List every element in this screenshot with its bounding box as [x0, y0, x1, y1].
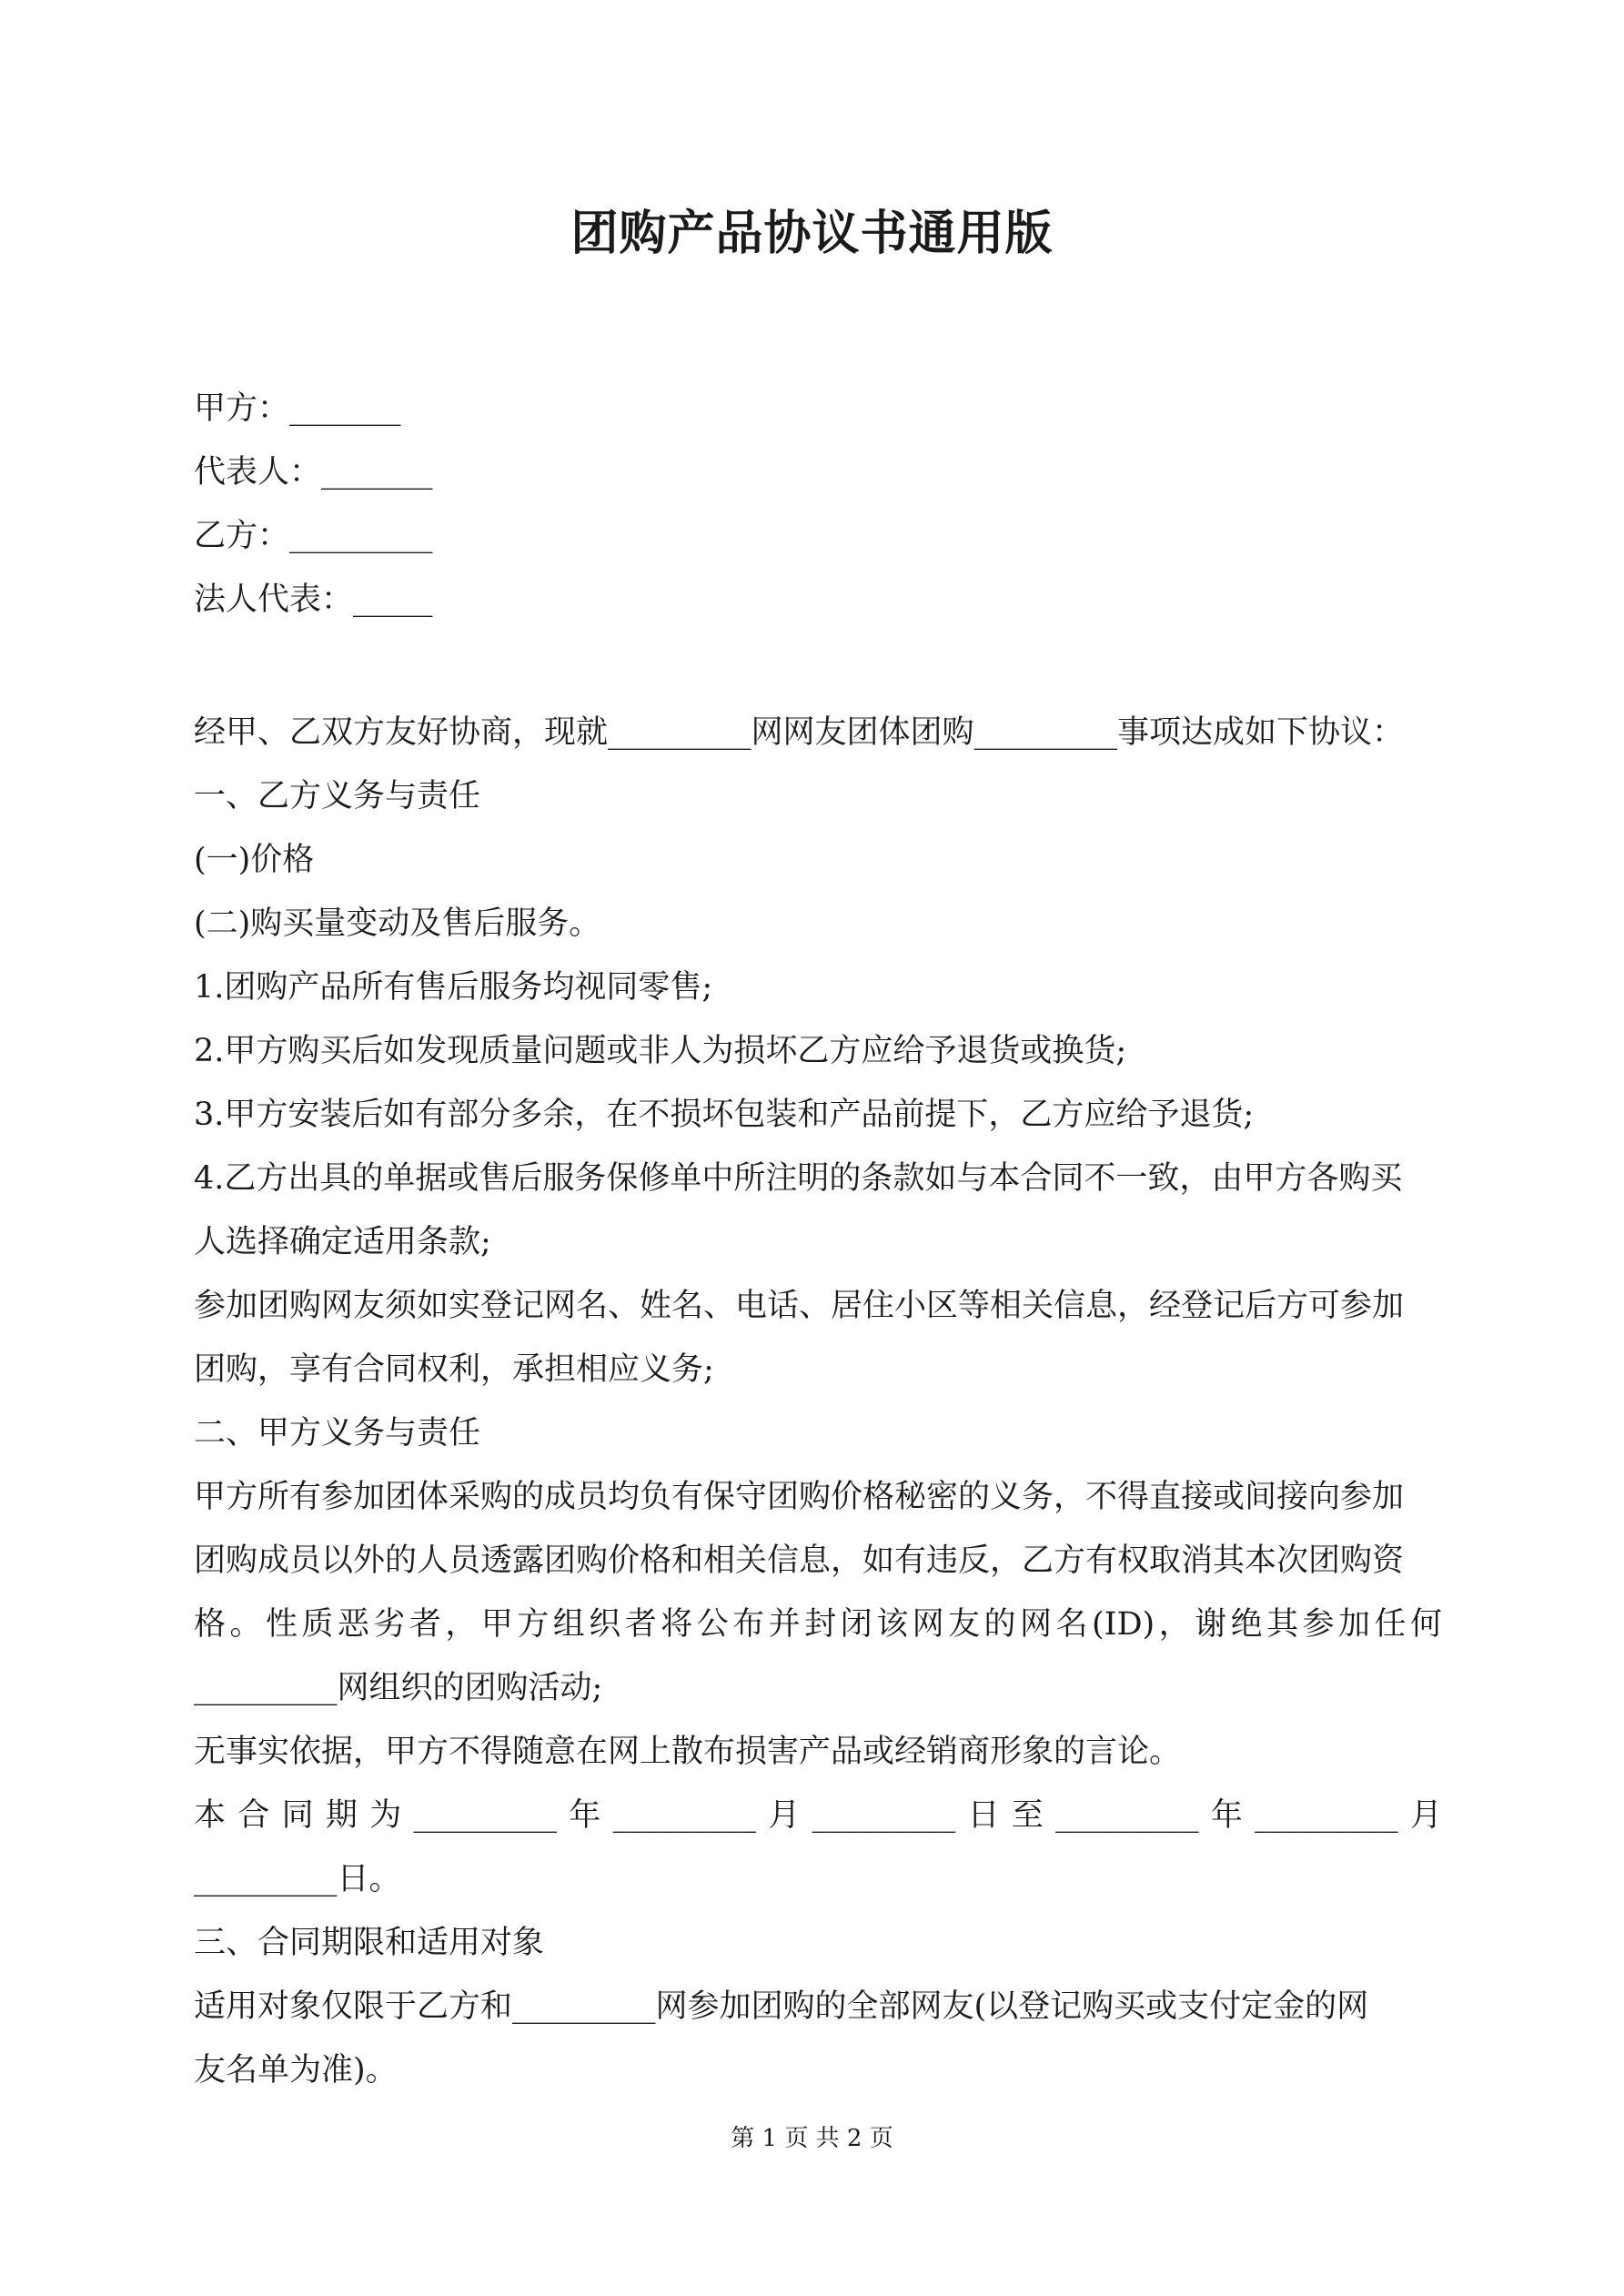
- clause-line: 团购，享有合同权利，承担相应义务;: [194, 1351, 714, 1388]
- clause-line: 无事实依据，甲方不得随意在网上散布损害产品或经销商形象的言论。: [194, 1734, 1182, 1770]
- clause-line: _________网组织的团购活动;: [194, 1670, 603, 1706]
- clause-line: 1.团购产品所有售后服务均视同零售;: [194, 969, 713, 1006]
- clause-line: 团购成员以外的人员透露团购价格和相关信息，如有违反，乙方有权取消其本次团购资: [194, 1542, 1405, 1579]
- clause-line: 友名单为准)。: [194, 2052, 398, 2089]
- legal-representative-line: 法人代表：_____: [194, 582, 433, 618]
- party-b-line: 乙方：_________: [194, 518, 433, 554]
- section-heading: 三、合同期限和适用对象: [194, 1925, 545, 1961]
- subsection-heading: (一)价格: [194, 842, 315, 878]
- clause-line: 人选择确定适用条款;: [194, 1224, 491, 1260]
- subsection-heading: (二)购买量变动及售后服务。: [194, 905, 601, 942]
- contract-period-line: _________日。: [194, 1861, 401, 1897]
- intro-line: 经甲、乙双方友好协商，现就_________网网友团体团购_________事项达成如下协议：: [194, 714, 1405, 751]
- clause-line: 适用对象仅限于乙方和_________网参加团购的全部网友(以登记购买或支付定金的网: [194, 1988, 1369, 2025]
- parties-block: [194, 377, 1442, 632]
- clause-line: 参加团购网友须如实登记网名、姓名、电话、居住小区等相关信息，经登记后方可参加: [194, 1288, 1405, 1324]
- section-heading: 一、乙方义务与责任: [194, 778, 481, 814]
- clause-line: 4.乙方出具的单据或售后服务保修单中所注明的条款如与本合同不一致，由甲方各购买: [194, 1160, 1403, 1197]
- representative-line: 代表人：_______: [194, 454, 433, 491]
- clause-line: 格。性质恶劣者，甲方组织者将公布并封闭该网友的网名(ID)，谢绝其参加任何: [194, 1606, 1442, 1643]
- contract-period-line: 本合同期为_________年_________月_________日至_________年_________月: [194, 1797, 1442, 1834]
- clause-line: 3.甲方安装后如有部分多余，在不损坏包装和产品前提下，乙方应给予退货;: [194, 1097, 1255, 1133]
- clause-line: 2.甲方购买后如发现质量问题或非人为损坏乙方应给予退货或换货;: [194, 1033, 1127, 1069]
- document-title: 团购产品协议书通用版: [570, 207, 1054, 261]
- section-heading: 二、甲方义务与责任: [194, 1415, 481, 1451]
- clause-line: 甲方所有参加团体采购的成员均负有保守团购价格秘密的义务，不得直接或间接向参加: [194, 1479, 1405, 1515]
- page-number-footer: 第 1 页 共 2 页: [731, 2125, 893, 2152]
- agreement-body: [194, 701, 1442, 2102]
- party-a-line: 甲方：_______: [194, 390, 401, 427]
